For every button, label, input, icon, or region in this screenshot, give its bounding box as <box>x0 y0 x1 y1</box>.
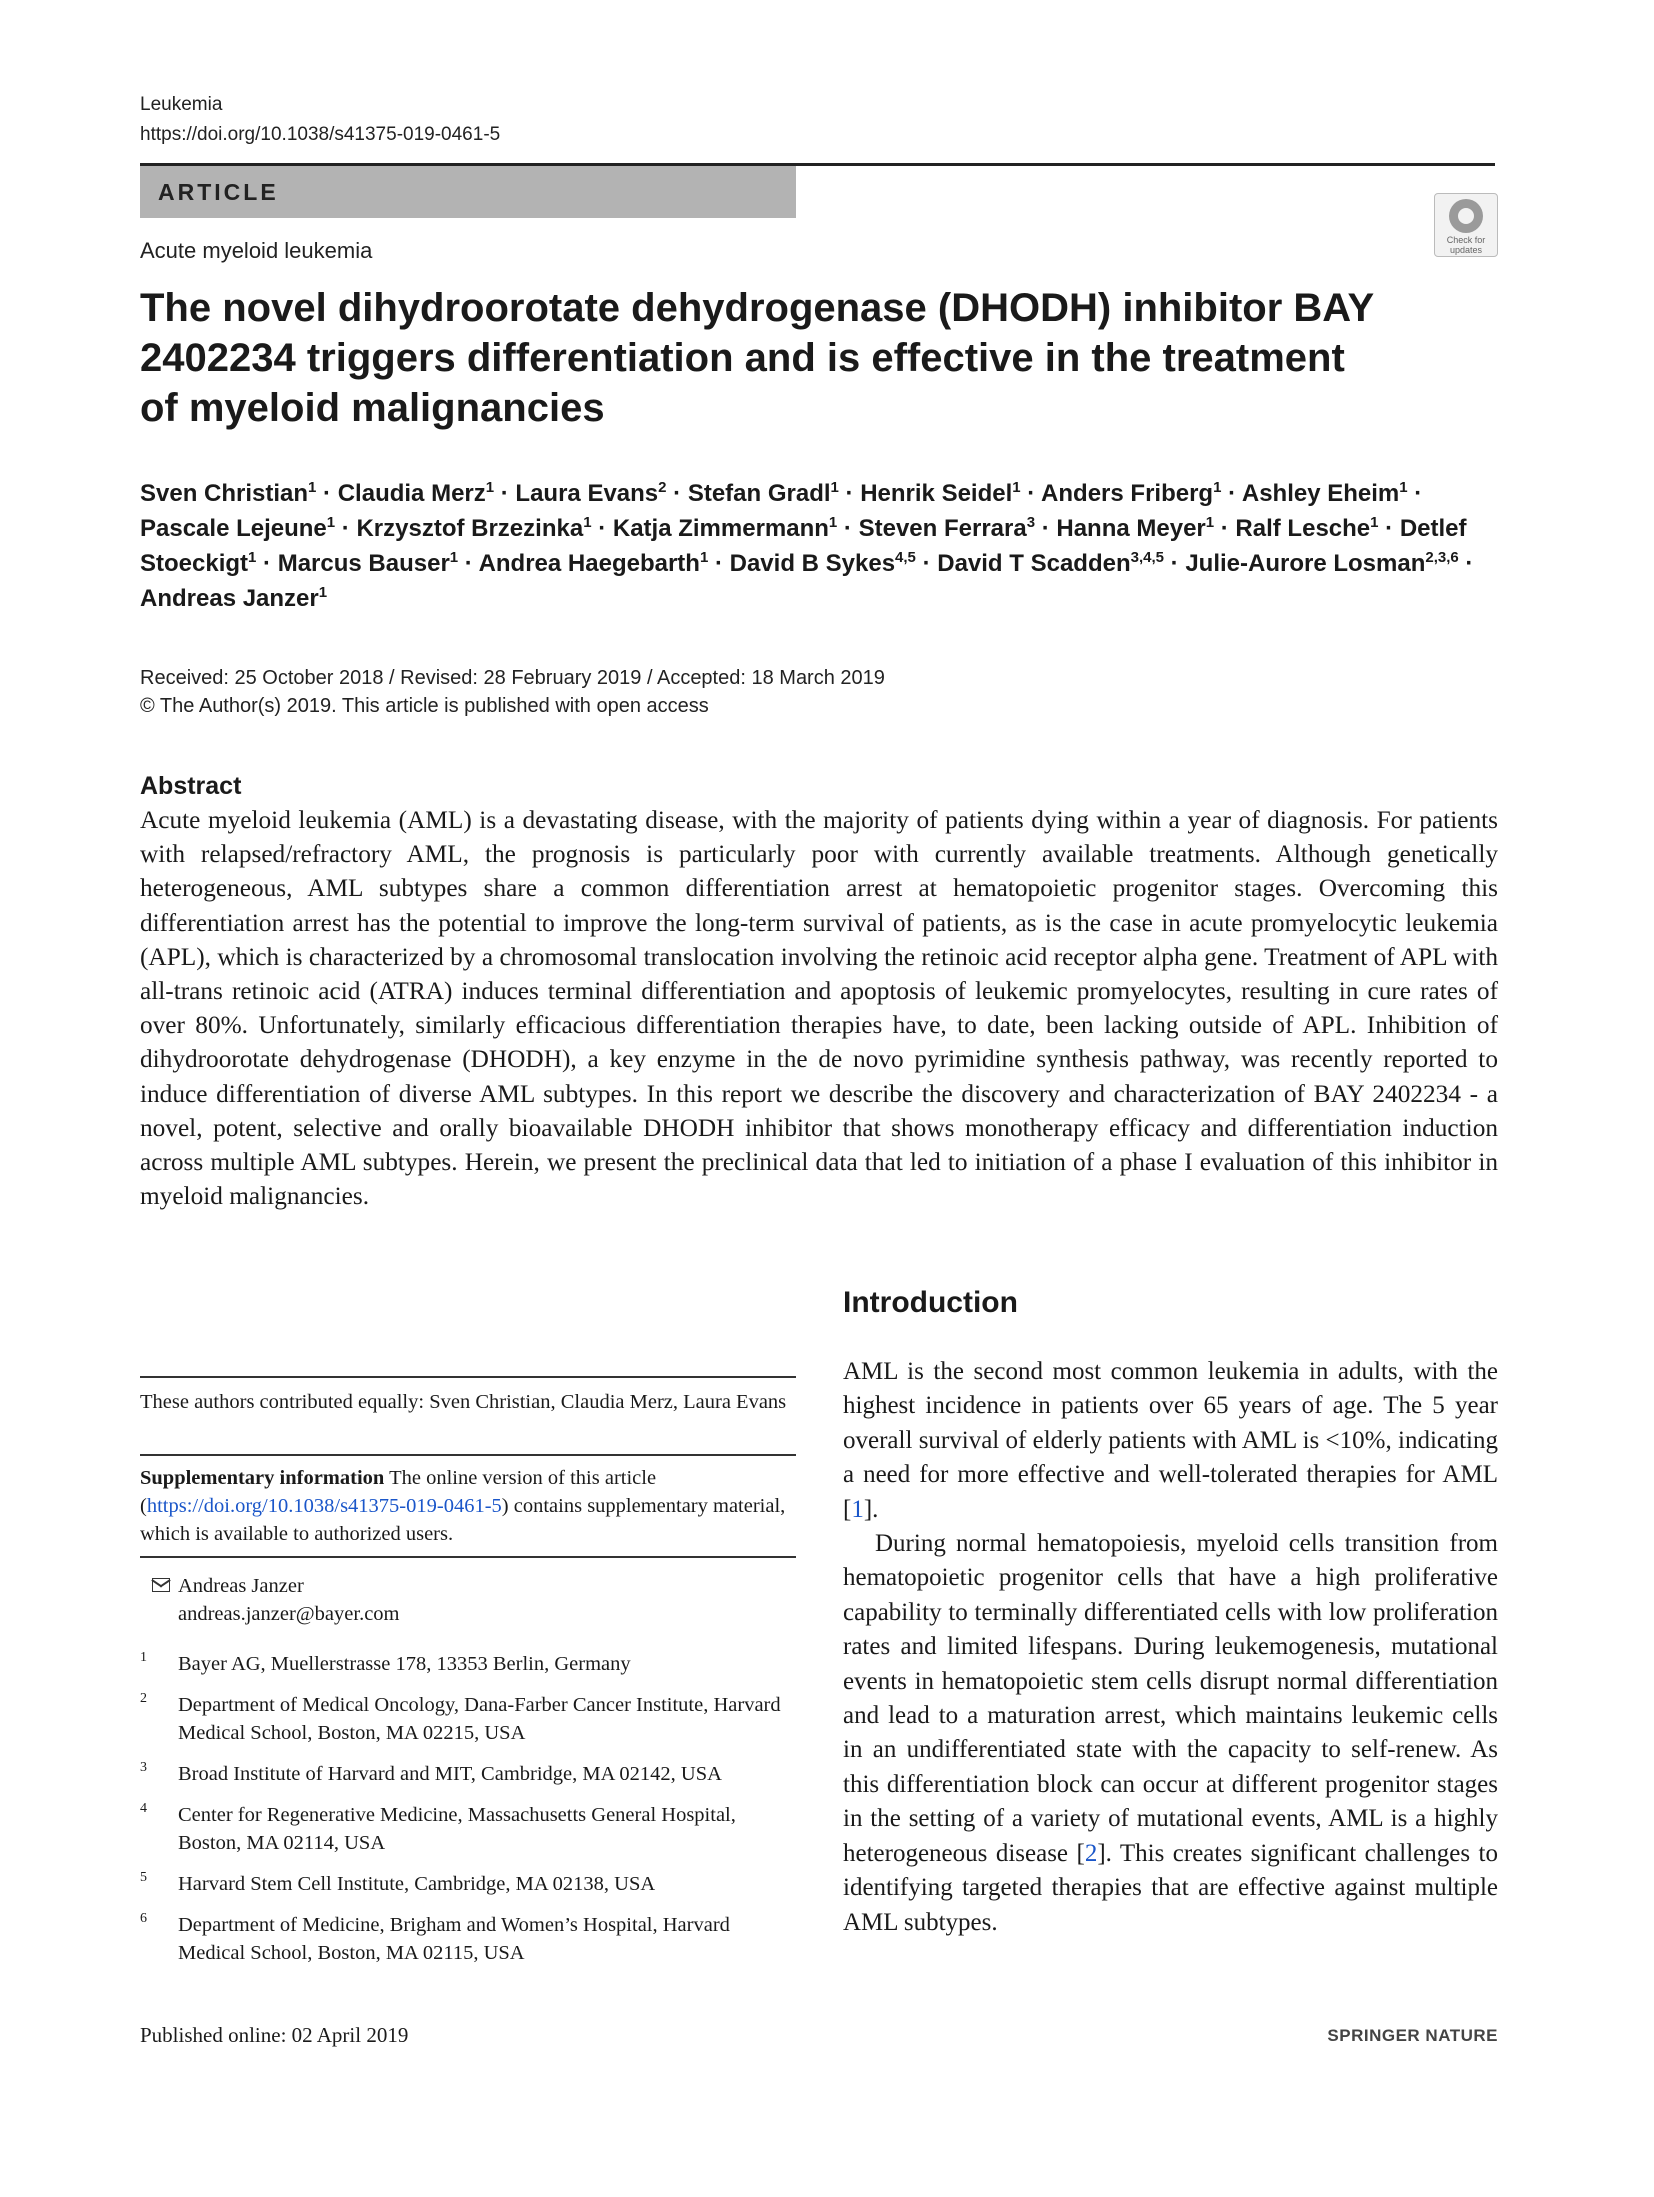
intro-p1-text: AML is the second most common leukemia in adults, with the highest incidence in patients over 65 years of age. The 5 year overall survival of elderly patients with AML is <10%, indicating a need for more effective and well-tolerated therapies for AML [ <box>843 1358 1498 1523</box>
author-separator: · <box>1407 480 1423 507</box>
article-title: The novel dihydroorotate dehydrogenase (DHODH) inhibitor BAY 2402234 triggers differentiation and is effective in the treatment of myeloid malignancies <box>140 286 1374 430</box>
affiliation-number: 6 <box>140 1911 147 1926</box>
corresponding-email[interactable]: andreas.janzer@bayer.com <box>178 1603 400 1625</box>
author-separator: · <box>1458 550 1474 577</box>
author-name: Stefan Gradl <box>687 480 831 507</box>
author-name: Hanna Meyer <box>1056 515 1206 542</box>
author-affiliation-marker: 1 <box>248 549 257 566</box>
intro-p2-end: ]. This creates significant challenges to identifying targeted therapies that are effective against multiple AML subtypes. <box>843 1839 1499 1936</box>
article-dates <box>140 664 885 720</box>
author-separator: · <box>1035 515 1057 542</box>
introduction-heading: Introduction <box>843 1286 1018 1319</box>
author-name: Ashley Eheim <box>1241 480 1400 507</box>
citation-link-1[interactable]: 1 <box>851 1495 864 1523</box>
author-separator: · <box>494 480 516 507</box>
affiliation-text: Bayer AG, Muellerstrasse 178, 13353 Berlin, Germany <box>178 1653 631 1675</box>
abstract-text: Acute myeloid leukemia (AML) is a devastating disease, with the majority of patients dying within a year of diagnosis. For patients with relapsed/refractory AML, the prognosis is particularly poor with currently available treatments. Although genetically heterogeneous, AML subtypes share a common differentiation arrest at hematopoietic progenitor stages. Overcoming this differentiation arrest has the potential to improve the long-term survival of patients, as is the case in acute promyelocytic leukemia (APL), which is characterized by a chromosomal translocation involving the retinoic acid receptor alpha gene. Treatment of APL with all-trans retinoic acid (ATRA) induces terminal differentiation and apoptosis of leukemic promyelocytes, resulting in cure rates of over 80%. Unfortunately, similarly efficacious differentiation therapies have, to date, been lacking outside of APL. Inhibition of dihydroorotate dehydrogenase (DHODH), a key enzyme in the de novo pyrimidine synthesis pathway, was recently reported to induce differentiation of diverse AML subtypes. In this report we describe the discovery and characterization of BAY 2402234 - a novel, potent, selective and orally bioavailable DHODH inhibitor that shows monotherapy efficacy and differentiation induction across multiple AML subtypes. Herein, we present the preclinical data that led to initiation of a phase I evaluation of this inhibitor in myeloid malignancies. <box>140 806 1498 1211</box>
affiliation-text: Harvard Stem Cell Institute, Cambridge, MA 02138, USA <box>178 1873 656 1895</box>
footnote-rule-2 <box>140 1454 796 1456</box>
author-separator: · <box>1020 480 1042 507</box>
author-affiliation-marker: 1 <box>1370 514 1379 531</box>
author-affiliation-marker: 1 <box>1399 479 1408 496</box>
author-name: David B Sykes <box>729 550 896 577</box>
citation-link-2[interactable]: 2 <box>1084 1839 1098 1867</box>
affiliation-item <box>140 1870 800 1898</box>
affiliation-list <box>140 1650 800 1980</box>
author-name: Steven Ferrara <box>858 515 1027 542</box>
author-affiliation-marker: 1 <box>326 514 336 531</box>
author-separator: · <box>316 480 338 507</box>
intro-paragraph-1 <box>843 1355 1498 1527</box>
author-affiliation-marker: 3,4,5 <box>1130 549 1164 566</box>
copyright-line: © The Author(s) 2019. This article is published with open access <box>140 695 709 717</box>
author-affiliation-marker: 1 <box>583 514 592 531</box>
author-name: Ralf Lesche <box>1235 515 1371 542</box>
author-name: Marcus Bauser <box>277 550 450 577</box>
corresponding-name: Andreas Janzer <box>178 1575 304 1597</box>
author-name: David T Scadden <box>937 550 1131 577</box>
author-affiliation-marker: 3 <box>1026 514 1036 531</box>
affiliation-number: 5 <box>140 1870 147 1885</box>
affiliation-item <box>140 1650 800 1678</box>
author-name: Katja Zimmermann <box>612 515 829 542</box>
affiliation-text: Department of Medical Oncology, Dana-Farber Cancer Institute, Harvard Medical School, Boston, MA 02215, USA <box>178 1694 781 1744</box>
publisher-logo-text: SPRINGER NATURE <box>1327 2026 1498 2045</box>
footnote-rule-3 <box>140 1556 796 1558</box>
supplementary-link[interactable]: https://doi.org/10.1038/s41375-019-0461-5 <box>146 1495 502 1517</box>
footnote-rule-1 <box>140 1376 796 1378</box>
affiliation-item <box>140 1801 800 1857</box>
author-affiliation-marker: 1 <box>1213 479 1222 496</box>
published-online-date: Published online: 02 April 2019 <box>140 2023 409 2047</box>
affiliation-number: 3 <box>140 1760 147 1775</box>
affiliation-number: 2 <box>140 1691 147 1706</box>
affiliation-number: 1 <box>140 1650 147 1665</box>
author-affiliation-marker: 4,5 <box>895 549 916 566</box>
author-affiliation-marker: 1 <box>830 479 839 496</box>
author-affiliation-marker: 1 <box>318 584 328 601</box>
intro-paragraph-2 <box>843 1527 1498 1940</box>
author-separator: · <box>915 550 938 577</box>
author-list <box>140 476 1500 616</box>
author-affiliation-marker: 1 <box>449 549 459 566</box>
author-name: Detlef Stoeckigt <box>140 515 1467 577</box>
author-affiliation-marker: 2,3,6 <box>1425 549 1459 566</box>
author-separator: · <box>335 515 357 542</box>
affiliation-number: 4 <box>140 1801 147 1816</box>
supplementary-text-1: The online version of this article ( <box>140 1467 657 1517</box>
author-affiliation-marker: 2 <box>658 479 667 496</box>
author-affiliation-marker: 1 <box>485 479 495 496</box>
author-name: Julie-Aurore Losman <box>1185 550 1426 577</box>
author-name: Pascale Lejeune <box>140 515 327 542</box>
author-name: Henrik Seidel <box>860 480 1013 507</box>
author-separator: · <box>458 550 479 577</box>
check-updates-label-1: Check for <box>1446 235 1486 245</box>
intro-p1-end: ]. <box>863 1495 879 1523</box>
introduction-body <box>843 1355 1498 1940</box>
author-separator: · <box>1378 515 1400 542</box>
affiliation-text: Department of Medicine, Brigham and Women’s Hospital, Harvard Medical School, Boston, MA 02115, USA <box>178 1914 730 1964</box>
author-name: Andrea Haegebarth <box>478 550 700 577</box>
doi-link[interactable]: https://doi.org/10.1038/s41375-019-0461-5 <box>140 124 501 145</box>
author-separator: · <box>1214 515 1236 542</box>
received-revised-accepted: Received: 25 October 2018 / Revised: 28 February 2019 / Accepted: 18 March 2019 <box>140 667 885 689</box>
equal-contribution-note: These authors contributed equally: Sven Christian, Claudia Merz, Laura Evans <box>140 1391 787 1413</box>
article-type-bar: ARTICLE <box>140 166 796 218</box>
intro-p2-text: During normal hematopoiesis, myeloid cells transition from hematopoietic progenitor cells that have a high proliferative capability to terminally differentiated cells with low proliferation rates and limited lifespans. During leukemogenesis, mutational events in hematopoietic stem cells disrupt normal differentiation and lead to a maturation arrest, which maintains leukemic cells in an undifferentiated state with the capacity to self-renew. As this differentiation block can occur at different progenitor stages in the setting of a variety of mutational events, AML is a highly heterogeneous disease [ <box>843 1530 1498 1867</box>
affiliation-item <box>140 1911 800 1967</box>
affiliation-text: Center for Regenerative Medicine, Massachusetts General Hospital, Boston, MA 02114, USA <box>178 1804 736 1854</box>
author-separator: · <box>256 550 278 577</box>
journal-header <box>140 90 500 150</box>
abstract-heading: Abstract <box>140 772 242 800</box>
author-separator: · <box>708 550 730 577</box>
author-affiliation-marker: 1 <box>308 479 317 496</box>
journal-name: Leukemia <box>140 94 223 115</box>
check-updates-label-2: updates <box>1449 245 1483 255</box>
author-name: Sven Christian <box>140 480 309 507</box>
author-separator: · <box>666 480 688 507</box>
author-separator: · <box>591 515 613 542</box>
author-name: Laura Evans <box>515 480 659 507</box>
author-separator: · <box>1221 480 1242 507</box>
supplementary-text-2: ) contains supplementary material, which is available to authorized users. <box>140 1495 786 1545</box>
author-affiliation-marker: 1 <box>1012 479 1021 496</box>
supplementary-info <box>140 1464 796 1548</box>
supplementary-label: Supplementary information <box>140 1467 385 1489</box>
section-label: Acute myeloid leukemia <box>140 238 373 263</box>
author-name: Claudia Merz <box>337 480 486 507</box>
affiliation-item <box>140 1691 800 1747</box>
affiliation-item <box>140 1760 800 1788</box>
author-separator: · <box>838 480 861 507</box>
check-updates-icon <box>1449 199 1483 233</box>
affiliation-text: Broad Institute of Harvard and MIT, Cambridge, MA 02142, USA <box>178 1763 722 1785</box>
corresponding-author <box>140 1572 796 1628</box>
author-name: Anders Friberg <box>1041 480 1214 507</box>
check-for-updates-badge[interactable] <box>1434 193 1498 257</box>
author-affiliation-marker: 1 <box>1205 514 1215 531</box>
author-name: Krzysztof Brzezinka <box>356 515 584 542</box>
author-separator: · <box>837 515 859 542</box>
author-separator: · <box>1164 550 1186 577</box>
author-affiliation-marker: 1 <box>828 514 838 531</box>
author-affiliation-marker: 1 <box>699 549 709 566</box>
envelope-icon <box>152 1578 170 1592</box>
author-name: Andreas Janzer <box>140 585 319 612</box>
